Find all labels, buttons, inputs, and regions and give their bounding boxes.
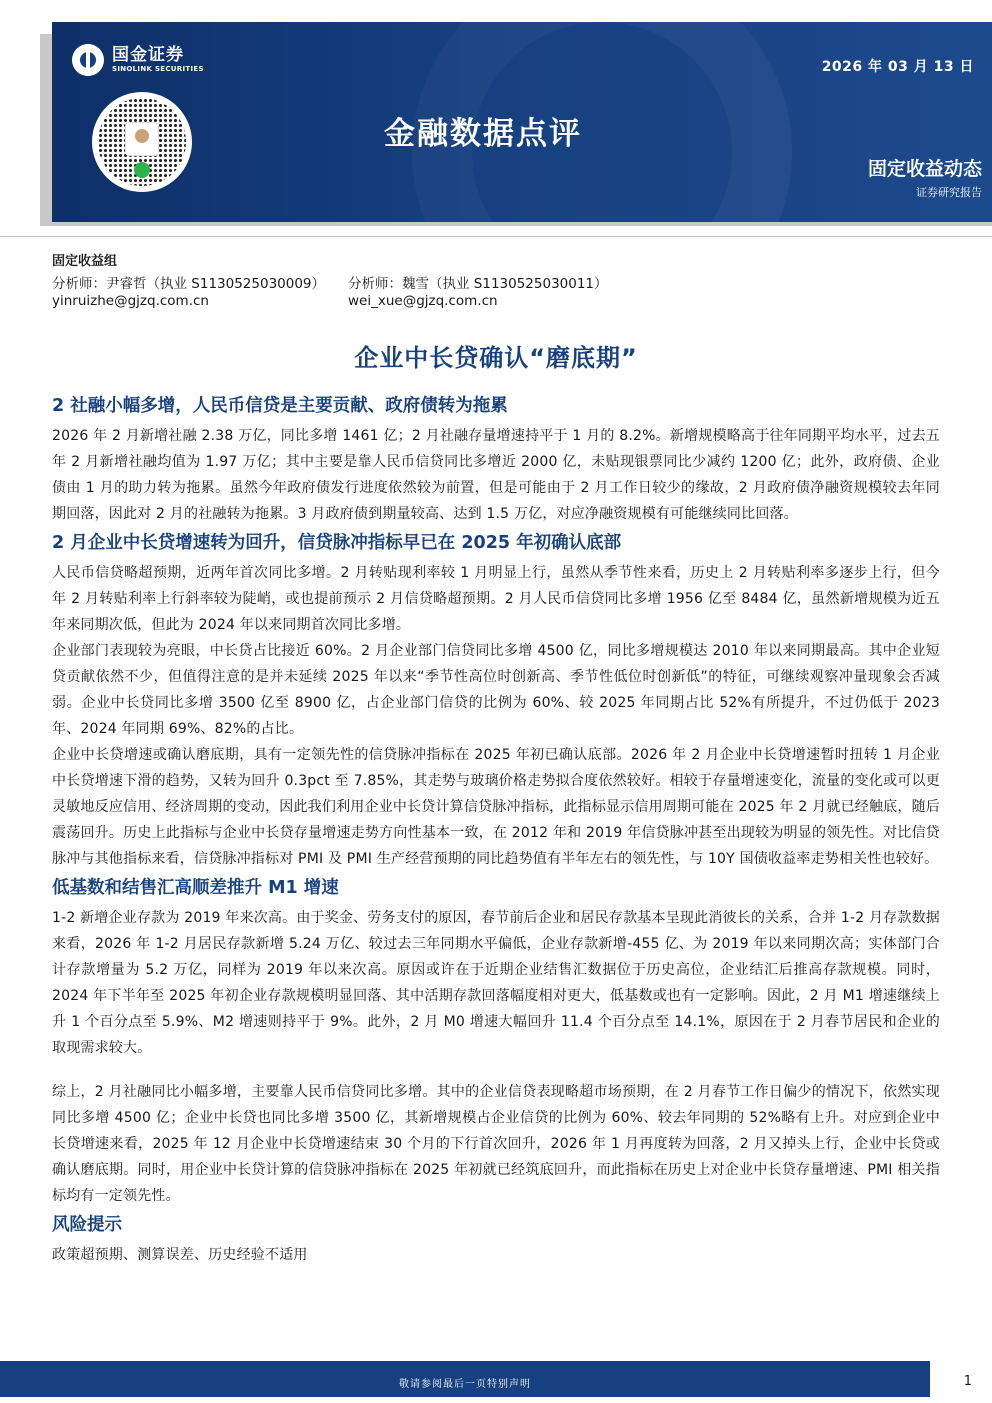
section-2-paragraph-1: 人民币信贷略超预期，近两年首次同比多增。2 月转贴现利率较 1 月明显上行，虽然从季节性来看，历史上 2 月转贴利率多逐步上行，但今年 2 月转贴利率上行斜率较为陡峭，或也提前预示 2 月信贷略超预期。2 月人民币信贷同比多增 1956 亿至 8484 亿，虽然新增规模为近五年来同期次低，但此为 2024 年以来同期首次同比多增。 [52,565,940,633]
summary-paragraph: 综上，2 月社融同比小幅多增，主要靠人民币信贷同比多增。其中的企业信贷表现略超市场预期，在 2 月春节工作日偏少的情况下，依然实现同比多增 4500 亿；企业中长贷也同比多增 3500 亿，其新增规模占企业信贷的比例为 60%、较去年同期的 52%略有上升。对应到企业中长贷增速来看，2025 年 12 月企业中长贷增速结束 30 个月的下行首次回升，2026 年 1 月再度转为回落，2 月又掉头上行，企业中长贷或确认磨底期。同时，用企业中长贷计算的信贷脉冲指标在 2025 年初就已经筑底回升，而此指标在历史上对企业中长贷存量增速、PMI 相关指标均有一定领先性。 [52,1084,940,1204]
page-number: 1 [963,1374,972,1389]
analyst-2-email[interactable]: wei_xue@gjzq.com.cn [348,293,498,309]
analyst-1: 分析师：尹睿哲（执业 S1130525030009） [52,276,326,292]
article-body [52,390,940,1268]
header-divider [0,236,992,237]
section-2-paragraph-2: 企业部门表现较为亮眼，中长贷占比接近 60%。2 月企业部门信贷同比多增 4500 亿，同比多增规模达 2010 年以来同期最高。其中企业短贷贡献依然不少，但值得注意的是并未延续 2025 年以来“季节性高位时创新高、季节性低位时创新低”的特征，可继续观察冲量现象会否减弱。企业中长贷同比多增 3500 亿至 8900 亿，占企业部门信贷的比例为 60%、较 2025 年同期占比 52%有所提升，不过仍低于 2023 年、2024 年同期 69%、82%的占比。 [52,643,940,737]
header-banner [52,22,992,222]
company-logo [72,44,204,76]
report-category: 固定收益动态 [867,158,982,180]
team-name: 固定收益组 [52,254,118,269]
section-2-paragraph-3: 企业中长贷增速或确认磨底期，具有一定领先性的信贷脉冲指标在 2025 年初已确认底部。2026 年 2 月企业中长贷增速暂时扭转 1 月企业中长贷增速下滑的趋势，又转为回升 0.3pct 至 7.85%，其走势与玻璃价格走势拟合度依然较好。相较于存量增速变化，流量的变化或可以更灵敏地反应信用、经济周期的变动，因此我们利用企业中长贷计算信贷脉冲指标，此指标显示信用周期可能在 2025 年 2 月就已经触底，随后震荡回升。历史上此指标与企业中长贷存量增速走势方向性基本一致，在 2012 年和 2019 年信贷脉冲甚至出现较为明显的领先性。对比信贷脉冲与其他指标来看，信贷脉冲指标对 PMI 及 PMI 生产经营预期的同比趋势值有半年左右的领先性，与 10Y 国债收益率走势相关性也较好。 [52,747,940,867]
risk-text: 政策超预期、测算误差、历史经验不适用 [52,1247,308,1263]
section-3-paragraph: 1-2 新增企业存款为 2019 年来次高。由于奖金、劳务支付的原因，春节前后企业和居民存款基本呈现此消彼长的关系，合并 1-2 月存款数据来看，2026 年 1-2 月居民存款新增 5.24 万亿、较过去三年同期水平偏低，企业存款新增-455 亿、为 2019 年以来同期次高；实体部门合计存款增量为 5.2 万亿，同样为 2019 年以来次高。原因或许在于近期企业结售汇数据位于历史高位，企业结汇后推高存款规模。同时，2024 年下半年至 2025 年初企业存款规模明显回落、其中活期存款回落幅度相对更大，低基数或也有一定影响。因此，2 月 M1 增速继续上升 1 个百分点至 5.9%、M2 增速则持平于 9%。此外，2 月 M0 增速大幅回升 11.4 个百分点至 14.1%，原因在于 2 月春节居民和企业的取现需求较大。 [52,910,940,1056]
section-2-heading: 2 月企业中长贷增速转为回升，信贷脉冲指标早已在 2025 年初确认底部 [52,533,622,553]
footer-disclaimer: 敬请参阅最后一页特别声明 [399,1379,531,1390]
analyst-row [52,272,608,292]
section-1-paragraph: 2026 年 2 月新增社融 2.38 万亿，同比多增 1461 亿；2 月社融存量增速持平于 1 月的 8.2%。新增规模略高于往年同期平均水平，过去五年 2 月新增社融均值为 1.97 万亿；其中主要是靠人民币信贷同比多增近 2000 亿，未贴现银票同比少减约 1200 亿；此外，政府债、企业债由 1 月的助力转为拖累。虽然今年政府债发行进度依然较为前置，但是可能由于 2 月工作日较少的缘故，2 月政府债净融资规模较去年同期回落，因此对 2 月的社融转为拖累。3 月政府债到期量较高、达到 1.5 万亿，对应净融资规模有可能继续同比回落。 [52,428,940,522]
qr-code-icon [92,92,192,192]
section-1-heading: 2 社融小幅多增，人民币信贷是主要贡献、政府债转为拖累 [52,396,508,416]
analyst-1-email[interactable]: yinruizhe@gjzq.com.cn [52,293,209,309]
report-type: 证券研究报告 [916,186,982,199]
risk-heading: 风险提示 [52,1215,122,1235]
logo-icon [72,44,104,76]
logo-name-en: SINOLINK SECURITIES [112,65,204,73]
email-row [52,293,498,309]
report-title: 金融数据点评 [384,116,582,152]
analyst-2: 分析师：魏雪（执业 S1130525030011） [348,276,608,292]
section-3-heading: 低基数和结售汇高顺差推升 M1 增速 [52,878,339,898]
logo-name-cn: 国金证券 [112,45,184,65]
report-date: 2026 年 03 月 13 日 [821,59,974,75]
article-title: 企业中长贷确认“磨底期” [354,344,638,372]
